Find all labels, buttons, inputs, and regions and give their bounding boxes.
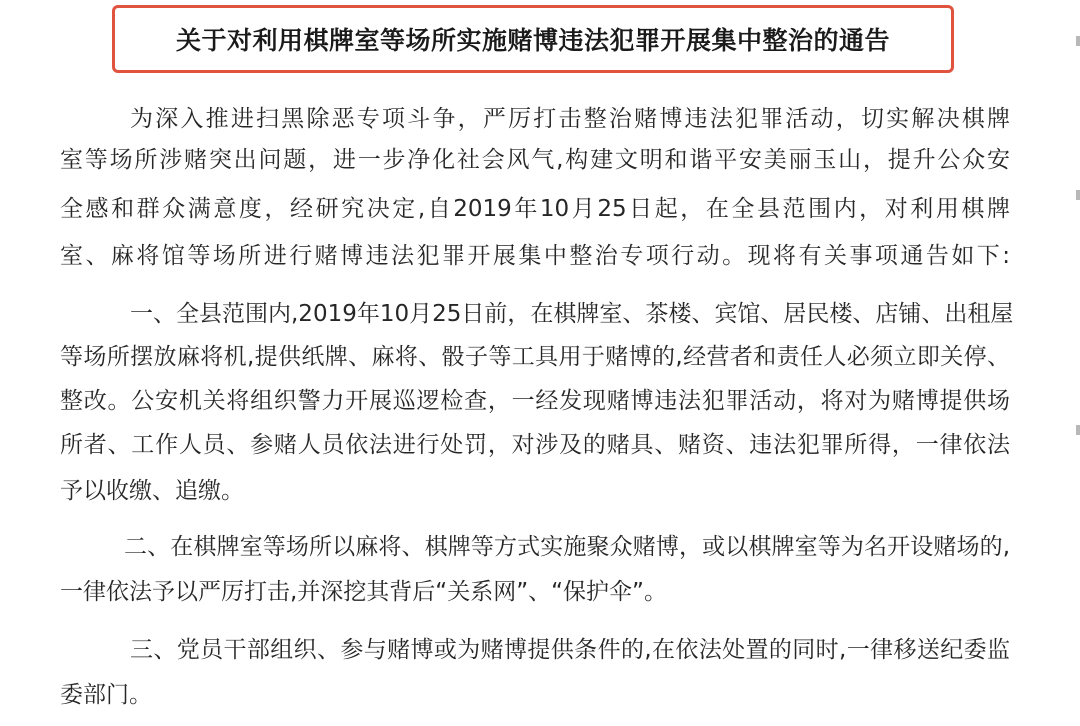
item1-line: 一、全县范围内,2019年10月25日前，在棋牌室、茶楼、宾馆、居民楼、店铺、出租屋 <box>130 301 1014 327</box>
edge-mark <box>1076 425 1080 435</box>
intro-line: 室等场所涉赌突出问题，进一步净化社会风气,构建文明和谐平安美丽玉山，提升公众安 <box>60 147 1010 173</box>
intro-line: 为深入推进扫黑除恶专项斗争，严厉打击整治赌博违法犯罪活动，切实解决棋牌 <box>130 106 1010 132</box>
item1-line: 予以收缴、追缴。 <box>60 478 244 504</box>
intro-line: 全感和群众满意度，经研究决定,自2019年10月25日起，在全县范围内，对利用棋牌 <box>60 196 1010 222</box>
edge-mark <box>1076 36 1080 46</box>
item1-line: 所者、工作人员、参赌人员依法进行处罚，对涉及的赌具、赌资、违法犯罪所得，一律依法 <box>60 432 1010 458</box>
item3-line: 委部门。 <box>60 682 152 708</box>
right-edge-strip <box>1072 0 1080 726</box>
item3-line: 三、党员干部组织、参与赌博或为赌博提供条件的,在依法处置的同时,一律移送纪委监 <box>130 637 1010 663</box>
notice-title: 关于对利用棋牌室等场所实施赌博违法犯罪开展集中整治的通告 <box>175 26 890 55</box>
intro-line: 室、麻将馆等场所进行赌博违法犯罪开展集中整治专项行动。现将有关事项通告如下: <box>60 243 1010 269</box>
item2-line: 一律依法予以严厉打击,并深挖其背后“关系网”、“保护伞”。 <box>60 579 667 605</box>
item1-line: 整改。公安机关将组织警力开展巡逻检查，一经发现赌博违法犯罪活动，将对为赌博提供场 <box>60 388 1010 414</box>
edge-mark <box>1076 190 1080 200</box>
item1-line: 等场所摆放麻将机,提供纸牌、麻将、骰子等工具用于赌博的,经营者和责任人必须立即关停、 <box>60 344 1010 370</box>
item2-line: 二、在棋牌室等场所以麻将、棋牌等方式实施聚众赌博，或以棋牌室等为名开设赌场的, <box>124 534 1010 560</box>
notice-title-box <box>112 5 954 73</box>
